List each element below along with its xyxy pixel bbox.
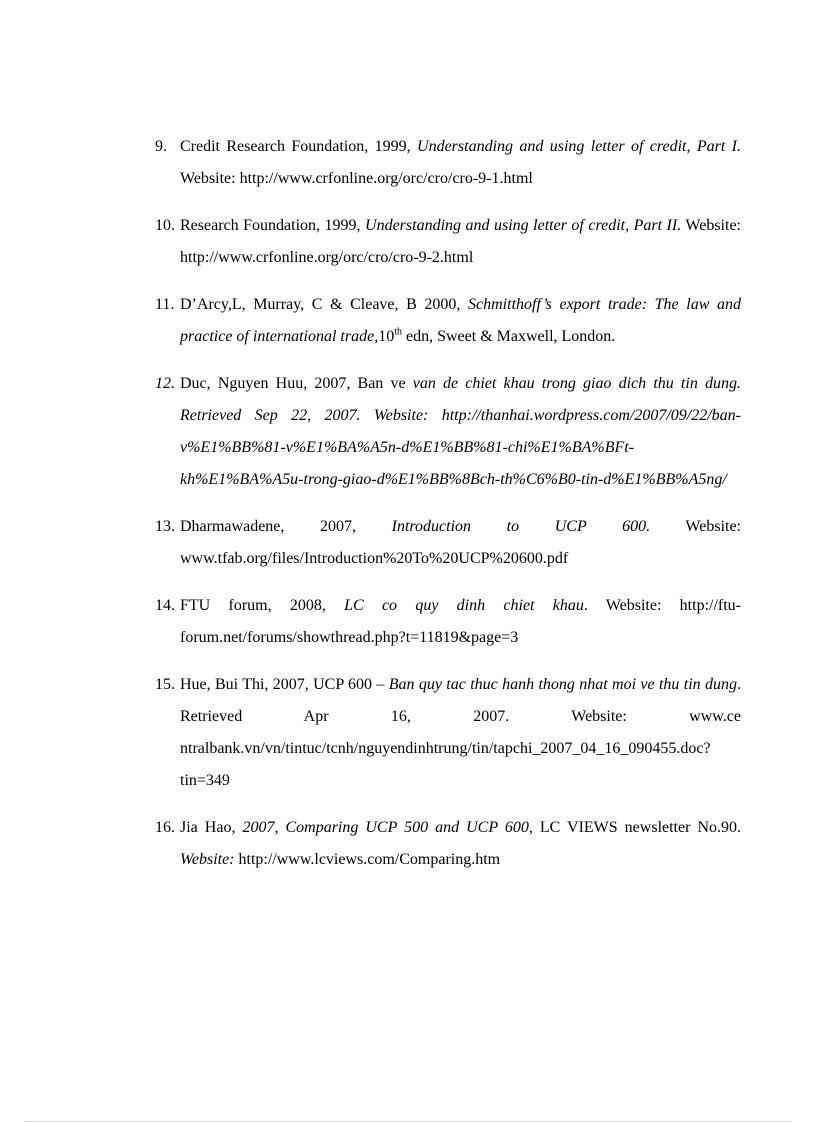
reference-item-10 (155, 210, 741, 274)
reference-title: Schmitthoff’s export trade: The law and practice of international trade, (180, 296, 741, 345)
reference-number: 12. (155, 375, 175, 392)
reference-list (155, 131, 741, 891)
reference-item-14 (155, 590, 741, 654)
reference-edition-suffix: th (394, 326, 402, 338)
reference-source: Website: www.tfab.org/files/Introduction%20To%20UCP%20600.pdf (180, 518, 741, 567)
reference-number: 9. (155, 138, 167, 155)
reference-author: Research Foundation, 1999, (180, 217, 366, 234)
reference-number: 16. (155, 819, 175, 836)
reference-title: Ban quy tac thuc hanh thong nhat moi ve thu tin dung (388, 676, 738, 693)
reference-number: 11. (155, 296, 175, 313)
reference-author: D’Arcy,L, Murray, C & Cleave, B 2000, (180, 296, 469, 313)
reference-source: . Retrieved Apr 16, 2007. Website: www.ce ntralbank.vn/vn/tintuc/tcnh/nguyendinhtrung/tin/tapchi_2007_04_16_090455.doc?tin=349 (180, 676, 742, 789)
reference-number: 10. (155, 217, 175, 234)
reference-item-11 (155, 289, 741, 353)
reference-source: Website: http://www.crfonline.org/orc/cro/cro-9-2.html (180, 217, 741, 266)
reference-title: van de chiet khau trong giao dich thu tin dung (412, 375, 737, 392)
reference-author: Duc, Nguyen Huu, 2007, Ban ve (180, 375, 413, 392)
reference-title: LC co quy dinh chiet khau (344, 597, 584, 614)
reference-website-label: Website: (180, 851, 235, 868)
reference-title: Introduction to UCP 600. (391, 518, 651, 535)
reference-author: Dharmawadene, 2007, (180, 518, 392, 535)
reference-author: Credit Research Foundation, 1999, (180, 138, 418, 155)
reference-publication: LC VIEWS newsletter No.90. (532, 819, 741, 836)
reference-source: . Retrieved Sep 22, 2007. Website: http://thanhai.wordpress.com/2007/09/22/ban-v%E1%BB%81-v%E1%BA%A5n-d%E1%BB%81-chi%E1%BA%BFt-kh%E1%BA%A5u-trong-giao-d%E1%BB%8Bch-th%C6%B0-tin-d%E1%BB%A5ng/ (180, 375, 741, 488)
reference-item-16 (155, 812, 741, 876)
reference-item-15 (155, 669, 741, 797)
reference-number: 14. (155, 597, 175, 614)
reference-item-12 (155, 368, 741, 496)
reference-number: 15. (155, 676, 175, 693)
reference-title: Understanding and using letter of credit, Part I. (417, 138, 742, 155)
reference-title: , 2007, Comparing UCP 500 and UCP 600, (231, 819, 533, 836)
reference-item-9 (155, 131, 741, 195)
reference-source: http://www.lcviews.com/Comparing.htm (234, 851, 501, 868)
reference-author: Jia Hao (180, 819, 232, 836)
reference-item-13 (155, 511, 741, 575)
reference-source: edn, Sweet & Maxwell, London. (401, 328, 616, 345)
reference-author: FTU forum, 2008, (180, 597, 345, 614)
reference-author: Hue, Bui Thi, 2007, UCP 600 – (180, 676, 389, 693)
reference-number: 13. (155, 518, 175, 535)
reference-edition: 10 (378, 328, 395, 345)
page-bottom-divider (24, 1121, 792, 1122)
reference-title: Understanding and using letter of credit, Part II. (365, 217, 682, 234)
reference-source: . Website: http://ftu-forum.net/forums/showthread.php?t=11819&page=3 (180, 597, 742, 646)
reference-source: Website: http://www.crfonline.org/orc/cro/cro-9-1.html (180, 170, 533, 187)
